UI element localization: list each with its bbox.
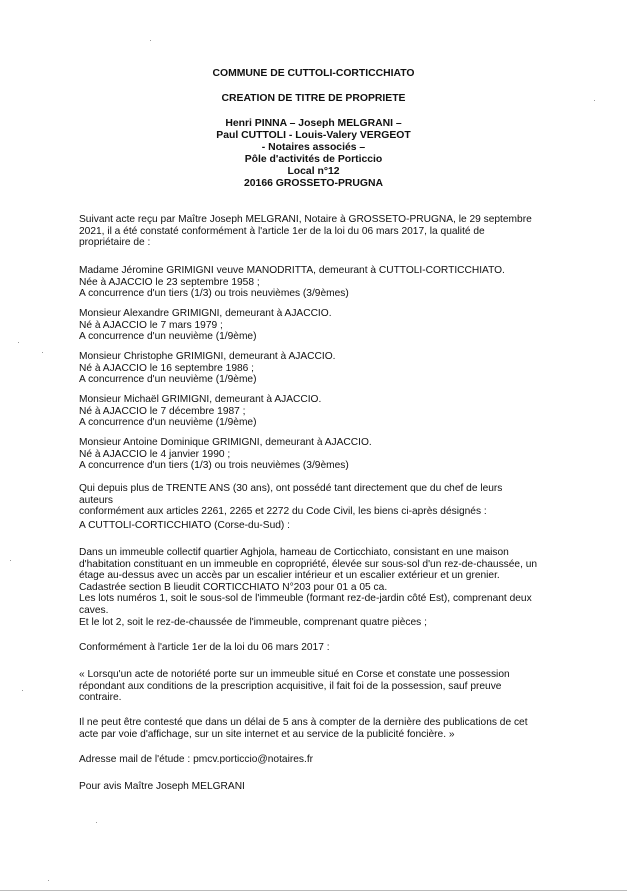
owner-birth: Née à AJACCIO le 23 septembre 1958 ; (79, 276, 260, 288)
owner-share: A concurrence d'un neuvième (1/9ème) (79, 417, 257, 429)
scan-speck (594, 100, 595, 101)
description-line: étage au-dessus avec un accès par un escalier intérieur et un escalier extérieur et un grenier. (79, 570, 500, 582)
scan-speck (22, 690, 23, 691)
owner-name: Monsieur Christophe GRIMIGNI, demeurant à AJACCIO. (79, 351, 336, 362)
owner-entry (79, 437, 539, 472)
intro-line: 2021, il a été constaté conformément à l'article 1er de la loi du 06 mars 2017, la qualité de (79, 225, 485, 237)
email-line: Adresse mail de l'étude : pmcv.porticcio@notaires.fr (79, 754, 314, 765)
notaires-line: Pôle d'activités de Porticcio (244, 154, 383, 165)
possession-line: Qui depuis plus de TRENTE ANS (30 ans), ont possédé tant directement que du chef de leurs auteurs (79, 483, 503, 506)
scan-speck (18, 342, 19, 343)
location-line: A CUTTOLI-CORTICCHIATO (Corse-du-Sud) : (79, 520, 290, 531)
scan-speck (96, 822, 97, 823)
description-line: caves. (79, 604, 109, 616)
description-line: Et le lot 2, soit le rez-de-chaussée de l'immeuble, comprenant quatre pièces ; (79, 616, 427, 628)
document-title: CREATION DE TITRE DE PROPRIETE (221, 93, 406, 104)
possession-paragraph (79, 483, 539, 518)
description-line: d'habitation constituant en un immeuble en copropriété, élevée sur sous-sol d'un rez-de-chaussée, un (79, 558, 538, 570)
owner-entry (79, 394, 539, 429)
quote-line: acte par voie d'affichage, sur un site internet et au service de la publicité foncière. » (79, 728, 455, 740)
intro-line: Suivant acte reçu par Maître Joseph MELGRANI, Notaire à GROSSETO-PRUGNA, le 29 septembre (79, 214, 532, 225)
scan-speck (42, 352, 43, 353)
possession-line: conformément aux articles 2261, 2265 et 2272 du Code Civil, les biens ci-après désignés : (79, 506, 487, 518)
quote-line: Il ne peut être contesté que dans un délai de 5 ans à compter de la dernière des publications de cet (79, 717, 528, 728)
intro-line: propriétaire de : (79, 237, 151, 249)
owner-birth: Né à AJACCIO le 7 mars 1979 ; (79, 319, 223, 331)
owner-share: A concurrence d'un tiers (1/3) ou trois neuvièmes (3/9èmes) (79, 288, 349, 300)
notaires-line: Paul CUTTOLI - Louis-Valery VERGEOT (216, 130, 411, 141)
owner-birth: Né à AJACCIO le 4 janvier 1990 ; (79, 448, 231, 460)
description-line: Dans un immeuble collectif quartier Aghjola, hameau de Corticchiato, consistant en une maison (79, 547, 509, 558)
owner-entry (79, 265, 539, 300)
owner-share: A concurrence d'un neuvième (1/9ème) (79, 374, 257, 386)
owner-name: Madame Jéromine GRIMIGNI veuve MANODRITTA, demeurant à CUTTOLI-CORTICCHIATO. (79, 265, 505, 276)
owner-name: Monsieur Antoine Dominique GRIMIGNI, demeurant à AJACCIO. (79, 437, 372, 448)
legal-quote (79, 669, 539, 704)
owner-entry (79, 351, 539, 386)
signature-line: Pour avis Maître Joseph MELGRANI (79, 781, 245, 792)
description-line: Cadastrée section B lieudit CORTICCHIATO N°203 pour 01 a 05 ca. (79, 581, 388, 593)
owner-share: A concurrence d'un tiers (1/3) ou trois neuvièmes (3/9èmes) (79, 460, 349, 472)
notaires-block (0, 118, 627, 190)
owner-birth: Né à AJACCIO le 7 décembre 1987 ; (79, 405, 246, 417)
intro-paragraph (79, 214, 539, 249)
description-line: Les lots numéros 1, soit le sous-sol de l'immeuble (formant rez-de-jardin côté Est), comprenant deux (79, 593, 532, 605)
page-edge (0, 890, 627, 891)
owner-birth: Né à AJACCIO le 16 septembre 1986 ; (79, 362, 254, 374)
owner-name: Monsieur Michaël GRIMIGNI, demeurant à AJACCIO. (79, 394, 322, 405)
notaires-line: Local n°12 (287, 166, 340, 177)
property-description (79, 547, 539, 628)
owner-entry (79, 308, 539, 343)
notaires-line: 20166 GROSSETO-PRUGNA (244, 178, 383, 189)
scan-speck (10, 560, 11, 561)
conformement-line: Conformément à l'article 1er de la loi du 06 mars 2017 : (79, 642, 330, 653)
quote-line: contraire. (79, 692, 122, 704)
scan-speck (150, 40, 151, 41)
owner-share: A concurrence d'un neuvième (1/9ème) (79, 331, 257, 343)
notaires-line: Henri PINNA – Joseph MELGRANI – (225, 118, 402, 129)
owner-name: Monsieur Alexandre GRIMIGNI, demeurant à AJACCIO. (79, 308, 332, 319)
commune-heading: COMMUNE DE CUTTOLI-CORTICCHIATO (212, 68, 415, 79)
scan-speck (48, 880, 49, 881)
quote-line: répondant aux conditions de la prescription acquisitive, il fait foi de la possession, sauf preuve (79, 680, 502, 692)
notaires-line: - Notaires associés – (261, 142, 366, 153)
quote-line: « Lorsqu'un acte de notoriété porte sur un immeuble situé en Corse et constate une possession (79, 669, 510, 680)
legal-quote-continued (79, 717, 539, 740)
